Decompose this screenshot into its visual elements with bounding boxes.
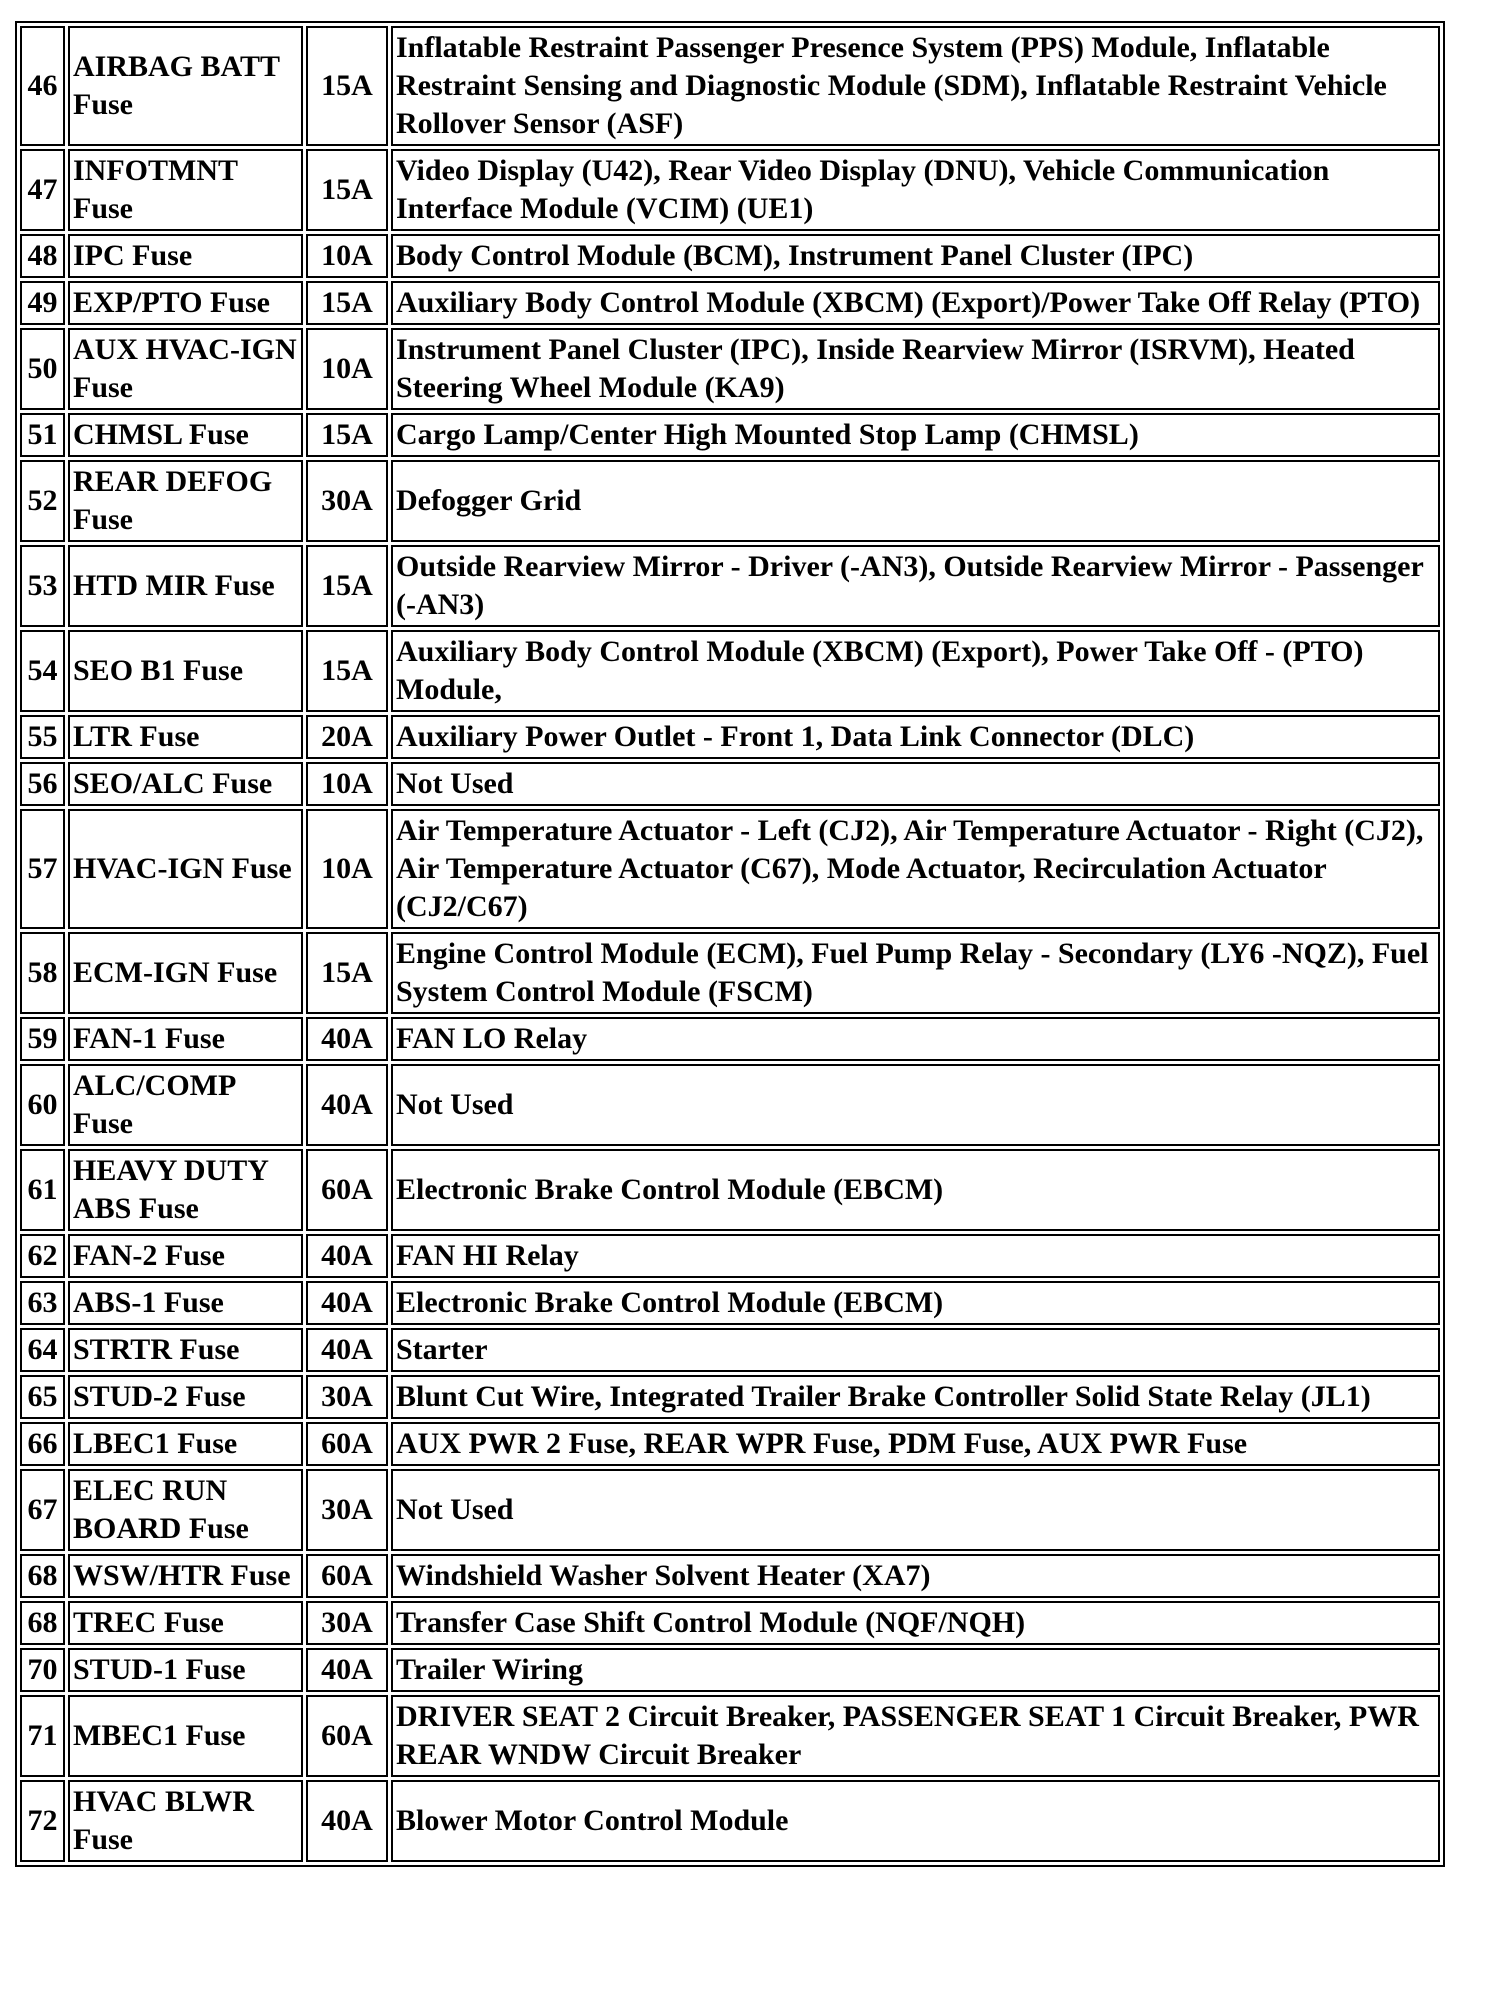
fuse-description-cell: Not Used (391, 762, 1440, 806)
fuse-name-cell: HVAC-IGN Fuse (68, 809, 303, 929)
fuse-name-cell: AUX HVAC-IGN Fuse (68, 328, 303, 410)
table-row (20, 1375, 1440, 1419)
fuse-description-cell: Not Used (391, 1469, 1440, 1551)
table-row (20, 1328, 1440, 1372)
fuse-amperage-cell: 40A (306, 1328, 388, 1372)
fuse-number-cell: 48 (20, 234, 65, 278)
fuse-name-cell: HVAC BLWR Fuse (68, 1780, 303, 1862)
fuse-name-cell: AIRBAG BATT Fuse (68, 26, 303, 146)
fuse-number-cell: 58 (20, 932, 65, 1014)
fuse-description-cell: Video Display (U42), Rear Video Display (DNU), Vehicle Communication Interface Module (VCIM) (UE1) (391, 149, 1440, 231)
fuse-number-cell: 64 (20, 1328, 65, 1372)
table-row (20, 1601, 1440, 1645)
fuse-amperage-cell: 20A (306, 715, 388, 759)
table-row (20, 413, 1440, 457)
fuse-number-cell: 71 (20, 1695, 65, 1777)
fuse-number-cell: 53 (20, 545, 65, 627)
fuse-number-cell: 66 (20, 1422, 65, 1466)
fuse-number-cell: 51 (20, 413, 65, 457)
fuse-number-cell: 56 (20, 762, 65, 806)
fuse-number-cell: 46 (20, 26, 65, 146)
fuse-description-cell: DRIVER SEAT 2 Circuit Breaker, PASSENGER SEAT 1 Circuit Breaker, PWR REAR WNDW Circuit Breaker (391, 1695, 1440, 1777)
fuse-description-cell: Starter (391, 1328, 1440, 1372)
fuse-name-cell: WSW/HTR Fuse (68, 1554, 303, 1598)
fuse-amperage-cell: 60A (306, 1149, 388, 1231)
fuse-name-cell: FAN-1 Fuse (68, 1017, 303, 1061)
fuse-amperage-cell: 15A (306, 932, 388, 1014)
fuse-number-cell: 59 (20, 1017, 65, 1061)
fuse-name-cell: ECM-IGN Fuse (68, 932, 303, 1014)
table-row (20, 26, 1440, 146)
fuse-number-cell: 47 (20, 149, 65, 231)
fuse-description-cell: Auxiliary Power Outlet - Front 1, Data Link Connector (DLC) (391, 715, 1440, 759)
table-row (20, 281, 1440, 325)
table-row (20, 630, 1440, 712)
fuse-name-cell: HEAVY DUTY ABS Fuse (68, 1149, 303, 1231)
fuse-name-cell: SEO/ALC Fuse (68, 762, 303, 806)
table-row (20, 1648, 1440, 1692)
fuse-number-cell: 60 (20, 1064, 65, 1146)
fuse-description-cell: Electronic Brake Control Module (EBCM) (391, 1281, 1440, 1325)
fuse-description-cell: Electronic Brake Control Module (EBCM) (391, 1149, 1440, 1231)
fuse-amperage-cell: 40A (306, 1780, 388, 1862)
fuse-description-cell: Body Control Module (BCM), Instrument Panel Cluster (IPC) (391, 234, 1440, 278)
fuse-description-cell: Transfer Case Shift Control Module (NQF/NQH) (391, 1601, 1440, 1645)
fuse-description-cell: Auxiliary Body Control Module (XBCM) (Export), Power Take Off - (PTO) Module, (391, 630, 1440, 712)
table-row (20, 1469, 1440, 1551)
fuse-name-cell: LBEC1 Fuse (68, 1422, 303, 1466)
fuse-number-cell: 68 (20, 1601, 65, 1645)
fuse-number-cell: 61 (20, 1149, 65, 1231)
table-row (20, 1234, 1440, 1278)
fuse-description-cell: AUX PWR 2 Fuse, REAR WPR Fuse, PDM Fuse, AUX PWR Fuse (391, 1422, 1440, 1466)
fuse-name-cell: EXP/PTO Fuse (68, 281, 303, 325)
fuse-table-body (20, 26, 1440, 1862)
table-row (20, 460, 1440, 542)
fuse-amperage-cell: 10A (306, 762, 388, 806)
table-row (20, 1554, 1440, 1598)
fuse-description-cell: Defogger Grid (391, 460, 1440, 542)
fuse-amperage-cell: 15A (306, 545, 388, 627)
fuse-number-cell: 57 (20, 809, 65, 929)
table-row (20, 328, 1440, 410)
fuse-amperage-cell: 40A (306, 1064, 388, 1146)
fuse-amperage-cell: 30A (306, 1469, 388, 1551)
fuse-name-cell: LTR Fuse (68, 715, 303, 759)
fuse-amperage-cell: 60A (306, 1695, 388, 1777)
fuse-number-cell: 72 (20, 1780, 65, 1862)
fuse-description-cell: Inflatable Restraint Passenger Presence System (PPS) Module, Inflatable Restraint Sensing and Diagnostic Module (SDM), Inflatable Restraint Vehicle Rollover Sensor (ASF) (391, 26, 1440, 146)
fuse-amperage-cell: 15A (306, 26, 388, 146)
fuse-number-cell: 50 (20, 328, 65, 410)
fuse-description-cell: Outside Rearview Mirror - Driver (-AN3), Outside Rearview Mirror - Passenger (-AN3) (391, 545, 1440, 627)
fuse-amperage-cell: 10A (306, 809, 388, 929)
fuse-name-cell: REAR DEFOG Fuse (68, 460, 303, 542)
fuse-name-cell: CHMSL Fuse (68, 413, 303, 457)
fuse-amperage-cell: 60A (306, 1554, 388, 1598)
fuse-name-cell: MBEC1 Fuse (68, 1695, 303, 1777)
fuse-amperage-cell: 30A (306, 1601, 388, 1645)
fuse-name-cell: ELEC RUN BOARD Fuse (68, 1469, 303, 1551)
fuse-number-cell: 68 (20, 1554, 65, 1598)
fuse-description-cell: Auxiliary Body Control Module (XBCM) (Export)/Power Take Off Relay (PTO) (391, 281, 1440, 325)
fuse-amperage-cell: 15A (306, 413, 388, 457)
fuse-description-cell: Air Temperature Actuator - Left (CJ2), Air Temperature Actuator - Right (CJ2), Air Temperature Actuator (C67), Mode Actuator, Recirculation Actuator (CJ2/C67) (391, 809, 1440, 929)
fuse-amperage-cell: 10A (306, 234, 388, 278)
fuse-description-cell: Trailer Wiring (391, 1648, 1440, 1692)
table-row (20, 715, 1440, 759)
fuse-name-cell: IPC Fuse (68, 234, 303, 278)
fuse-amperage-cell: 10A (306, 328, 388, 410)
fuse-description-cell: Not Used (391, 1064, 1440, 1146)
fuse-description-cell: FAN LO Relay (391, 1017, 1440, 1061)
fuse-description-cell: Engine Control Module (ECM), Fuel Pump Relay - Secondary (LY6 -NQZ), Fuel System Control Module (FSCM) (391, 932, 1440, 1014)
fuse-name-cell: SEO B1 Fuse (68, 630, 303, 712)
fuse-description-cell: Instrument Panel Cluster (IPC), Inside Rearview Mirror (ISRVM), Heated Steering Wheel Module (KA9) (391, 328, 1440, 410)
fuse-amperage-cell: 30A (306, 460, 388, 542)
fuse-name-cell: STUD-2 Fuse (68, 1375, 303, 1419)
fuse-amperage-cell: 15A (306, 149, 388, 231)
table-row (20, 762, 1440, 806)
fuse-name-cell: HTD MIR Fuse (68, 545, 303, 627)
fuse-name-cell: ABS-1 Fuse (68, 1281, 303, 1325)
table-row (20, 1780, 1440, 1862)
fuse-table (15, 21, 1445, 1867)
fuse-description-cell: Blunt Cut Wire, Integrated Trailer Brake Controller Solid State Relay (JL1) (391, 1375, 1440, 1419)
fuse-amperage-cell: 15A (306, 630, 388, 712)
table-row (20, 1422, 1440, 1466)
table-row (20, 1281, 1440, 1325)
fuse-name-cell: ALC/COMP Fuse (68, 1064, 303, 1146)
fuse-name-cell: STUD-1 Fuse (68, 1648, 303, 1692)
fuse-amperage-cell: 40A (306, 1648, 388, 1692)
fuse-number-cell: 63 (20, 1281, 65, 1325)
table-row (20, 149, 1440, 231)
fuse-amperage-cell: 60A (306, 1422, 388, 1466)
fuse-description-cell: Windshield Washer Solvent Heater (XA7) (391, 1554, 1440, 1598)
fuse-name-cell: STRTR Fuse (68, 1328, 303, 1372)
fuse-name-cell: TREC Fuse (68, 1601, 303, 1645)
fuse-number-cell: 62 (20, 1234, 65, 1278)
fuse-description-cell: FAN HI Relay (391, 1234, 1440, 1278)
table-row (20, 809, 1440, 929)
fuse-name-cell: INFOTMNT Fuse (68, 149, 303, 231)
fuse-amperage-cell: 15A (306, 281, 388, 325)
fuse-description-cell: Cargo Lamp/Center High Mounted Stop Lamp (CHMSL) (391, 413, 1440, 457)
fuse-number-cell: 55 (20, 715, 65, 759)
table-row (20, 1017, 1440, 1061)
fuse-number-cell: 70 (20, 1648, 65, 1692)
table-row (20, 545, 1440, 627)
fuse-number-cell: 67 (20, 1469, 65, 1551)
table-row (20, 1064, 1440, 1146)
fuse-description-cell: Blower Motor Control Module (391, 1780, 1440, 1862)
table-row (20, 1695, 1440, 1777)
fuse-amperage-cell: 40A (306, 1234, 388, 1278)
table-row (20, 1149, 1440, 1231)
fuse-number-cell: 65 (20, 1375, 65, 1419)
fuse-amperage-cell: 40A (306, 1017, 388, 1061)
fuse-amperage-cell: 40A (306, 1281, 388, 1325)
fuse-number-cell: 49 (20, 281, 65, 325)
table-row (20, 932, 1440, 1014)
fuse-number-cell: 54 (20, 630, 65, 712)
fuse-amperage-cell: 30A (306, 1375, 388, 1419)
fuse-number-cell: 52 (20, 460, 65, 542)
table-row (20, 234, 1440, 278)
fuse-name-cell: FAN-2 Fuse (68, 1234, 303, 1278)
